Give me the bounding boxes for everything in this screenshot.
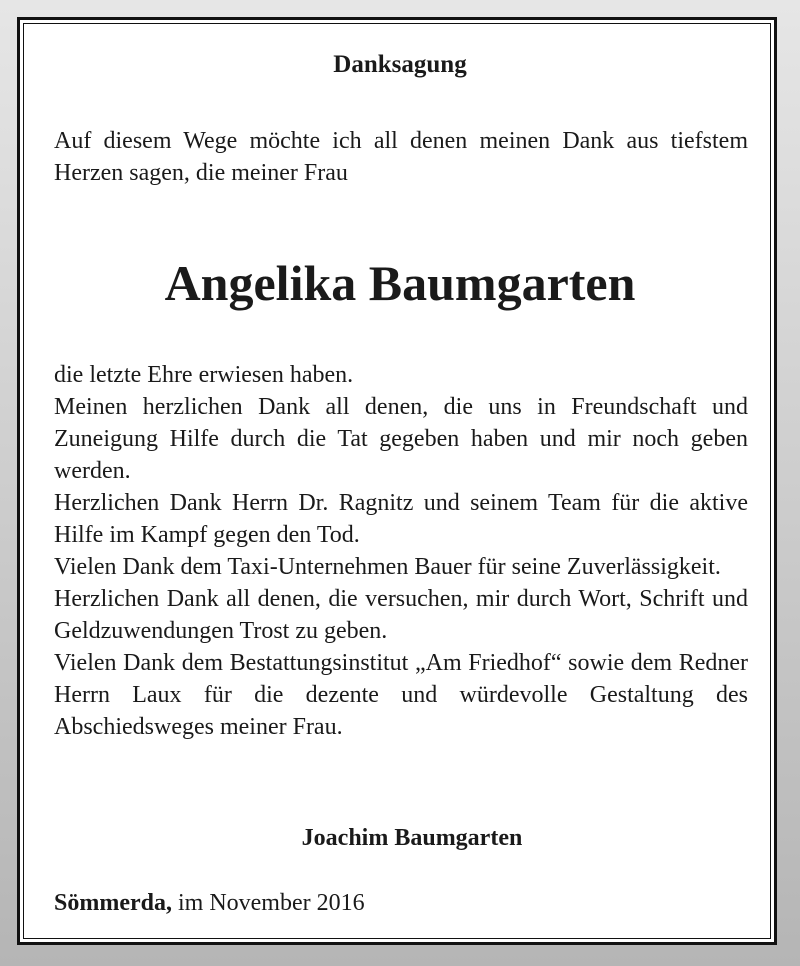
body-paragraph: Herzlichen Dank Herrn Dr. Ragnitz und seinem Team für die aktive Hilfe im Kampf gegen den Tod. [54,490,748,548]
body-paragraph: Herzlichen Dank all denen, die versuchen, mir durch Wort, Schrift und Geldzuwendungen Trost zu geben. [54,586,748,644]
place: Sömmerda, [54,890,172,916]
place-date [54,887,365,919]
notice-heading: Danksagung [333,51,467,78]
body-paragraph: Vielen Dank dem Bestattungsinstitut „Am Friedhof“ sowie dem Redner Herrn Laux für die dezente und würdevolle Gestaltung des Abschiedsweges meiner Frau. [54,650,748,740]
body-paragraph: die letzte Ehre erwiesen haben. [54,362,354,388]
body-paragraph: Meinen herzlichen Dank all denen, die uns in Freundschaft und Zuneigung Hilfe durch die Tat gegeben haben und mir noch geben werden. [54,394,748,484]
notice-intro: Auf diesem Wege möchte ich all denen meinen Dank aus tiefstem Herzen sagen, die meiner Frau [54,128,748,186]
deceased-name: Angelika Baumgarten [164,255,636,311]
date: im November 2016 [177,890,365,916]
notice-body [54,359,748,743]
body-paragraph: Vielen Dank dem Taxi-Unternehmen Bauer für seine Zuverlässigkeit. [54,554,721,580]
signature: Joachim Baumgarten [301,825,523,851]
